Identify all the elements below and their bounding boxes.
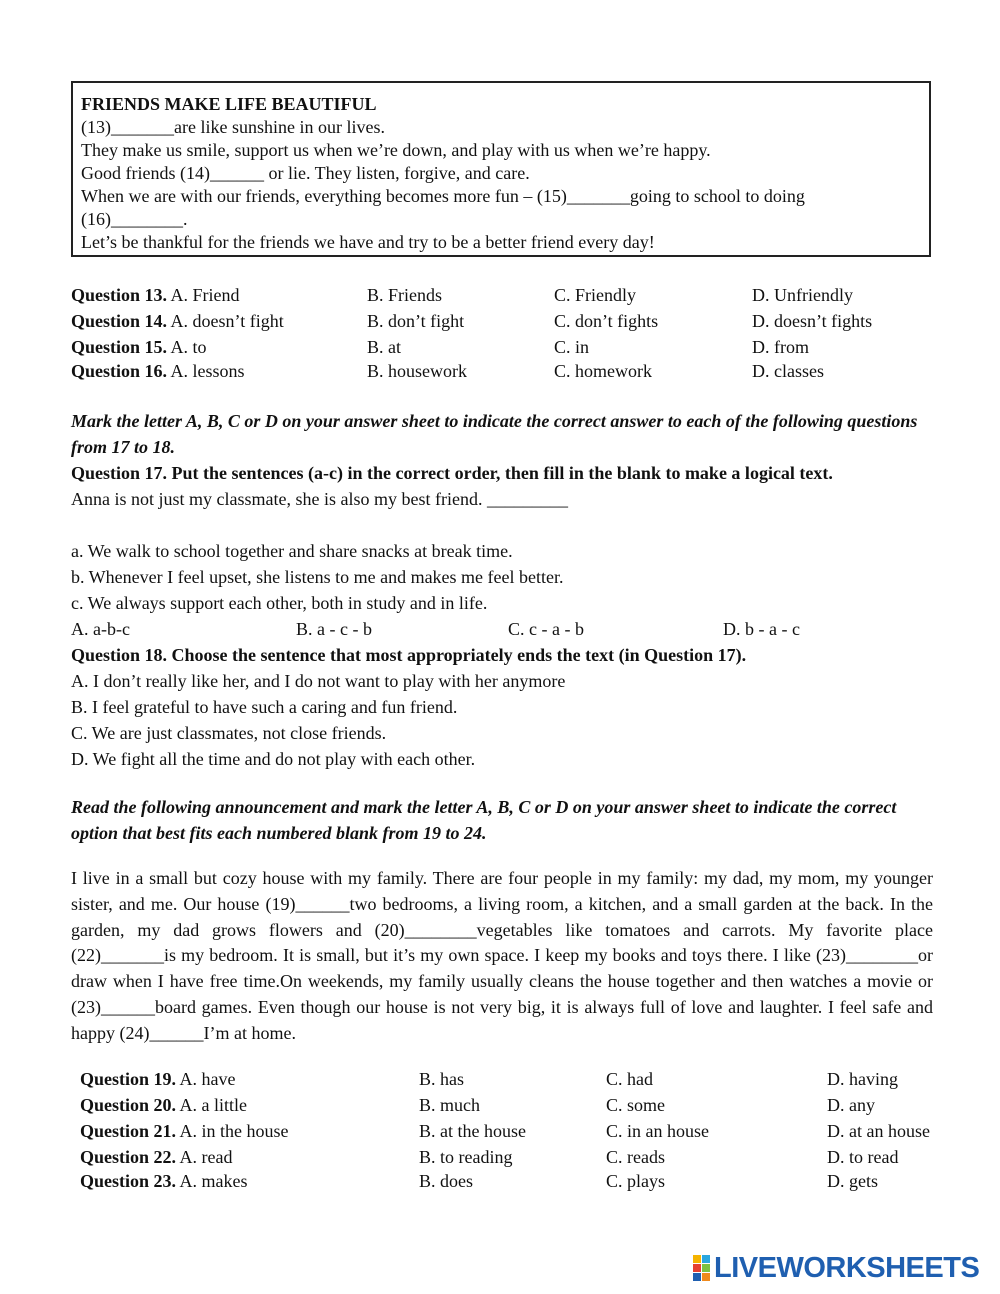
option-b[interactable]: B. housework	[367, 361, 467, 381]
option-d[interactable]: D. at an house	[827, 1121, 930, 1141]
passage-line: They make us smile, support us when we’re down, and play with us when we’re happy.	[81, 140, 711, 160]
passage-2: I live in a small but cozy house with my family. There are four people in my family: my dad, my mom, my younger sister, and me. Our house (19)______two bedrooms, a living room, a kitchen, and a small garden at the back. In the garden, my dad grows flowers and (20)________vegetables like tomatoes and carrots. My favorite place (22)_______is my bedroom. It is small, but it’s my own space. I keep my books and toys there. I like (23)________or draw when I have free time.On weekends, my family usually cleans the house together and then watches a movie or (23)______board games. Even though our house is not very big, it is always full of love and laughter. I feel safe and happy (24)______I’m at home.	[71, 868, 933, 1043]
question-label: Question 13.	[71, 285, 168, 305]
option-a[interactable]: A. lessons	[170, 361, 245, 381]
option-b[interactable]: B. at the house	[419, 1121, 526, 1141]
option-a[interactable]: A. a-b-c	[71, 619, 130, 639]
liveworksheets-logo[interactable]	[693, 1252, 979, 1284]
question-row	[80, 1145, 950, 1169]
passage-line: (16)________.	[81, 209, 188, 229]
option-a[interactable]: A. read	[179, 1147, 233, 1167]
option-b[interactable]: B. has	[419, 1069, 464, 1089]
option-d[interactable]: D. b - a - c	[723, 619, 800, 639]
question-label: Question 20.	[80, 1095, 177, 1115]
question-label: Question 21.	[80, 1121, 177, 1141]
option-d[interactable]: D. having	[827, 1069, 898, 1089]
option-a[interactable]: A. I don’t really like her, and I do not want to play with her anymore	[71, 671, 566, 691]
option-b[interactable]: B. to reading	[419, 1147, 513, 1167]
question-18-prompt: Question 18. Choose the sentence that most appropriately ends the text (in Question 17).	[71, 645, 747, 665]
passage-line: (13)_______are like sunshine in our lives.	[81, 117, 385, 137]
option-b[interactable]: B. much	[419, 1095, 480, 1115]
option-b[interactable]: B. don’t fight	[367, 311, 465, 331]
option-b[interactable]: B. at	[367, 337, 401, 357]
option-a[interactable]: A. Friend	[170, 285, 240, 305]
option-a[interactable]: A. makes	[179, 1171, 248, 1191]
option-a[interactable]: A. to	[170, 337, 207, 357]
option-d[interactable]: D. from	[752, 337, 809, 357]
option-d[interactable]: D. to read	[827, 1147, 899, 1167]
option-a[interactable]: A. doesn’t fight	[170, 311, 284, 331]
instruction-17-18: Mark the letter A, B, C or D on your answer sheet to indicate the correct answer to each of the following questions from 17 to 18.	[71, 411, 918, 457]
option-c[interactable]: C. don’t fights	[554, 311, 659, 331]
question-row	[80, 1067, 950, 1091]
option-c[interactable]: C. We are just classmates, not close friends.	[71, 723, 387, 743]
question-17-prompt: Question 17. Put the sentences (a-c) in the correct order, then fill in the blank to make a logical text.	[71, 463, 833, 483]
option-c[interactable]: C. reads	[606, 1147, 665, 1167]
sentence-b: b. Whenever I feel upset, she listens to me and makes me feel better.	[71, 567, 564, 587]
question-label: Question 14.	[71, 311, 168, 331]
passage-box	[71, 81, 931, 257]
passage-line: Let’s be thankful for the friends we have and try to be a better friend every day!	[81, 232, 655, 252]
sentence-c: c. We always support each other, both in study and in life.	[71, 593, 488, 613]
option-c[interactable]: C. homework	[554, 361, 652, 381]
option-b[interactable]: B. Friends	[367, 285, 443, 305]
option-c[interactable]: C. in	[554, 337, 590, 357]
question-row	[71, 283, 931, 307]
option-c[interactable]: C. had	[606, 1069, 653, 1089]
option-a[interactable]: A. have	[179, 1069, 236, 1089]
option-c[interactable]: C. Friendly	[554, 285, 637, 305]
option-c[interactable]: C. some	[606, 1095, 666, 1115]
passage-line: Good friends (14)______ or lie. They listen, forgive, and care.	[81, 163, 530, 183]
question-label: Question 15.	[71, 337, 168, 357]
question-row	[71, 309, 931, 333]
question-label: Question 16.	[71, 361, 168, 381]
option-a[interactable]: A. a little	[179, 1095, 248, 1115]
passage-line: When we are with our friends, everything becomes more fun – (15)_______going to school to doing	[81, 186, 805, 206]
question-row	[71, 359, 931, 383]
option-d[interactable]: D. classes	[752, 361, 824, 381]
question-row	[80, 1093, 950, 1117]
instruction-19-24: Read the following announcement and mark the letter A, B, C or D on your answer sheet to indicate the correct option that best fits each numbered blank from 19 to 24.	[71, 797, 897, 843]
option-c[interactable]: C. in an house	[606, 1121, 709, 1141]
liveworksheets-logo-icon	[693, 1255, 710, 1281]
sentence-a: a. We walk to school together and share snacks at break time.	[71, 541, 513, 561]
question-17-options	[71, 616, 931, 642]
question-17-stem: Anna is not just my classmate, she is also my best friend. _________	[71, 489, 568, 509]
logo-text: LIVEWORKSHEETS	[714, 1251, 980, 1284]
question-label: Question 22.	[80, 1147, 177, 1167]
question-label: Question 19.	[80, 1069, 177, 1089]
option-d[interactable]: D. gets	[827, 1171, 878, 1191]
question-row	[80, 1169, 950, 1193]
option-c[interactable]: C. c - a - b	[508, 619, 584, 639]
option-b[interactable]: B. I feel grateful to have such a caring and fun friend.	[71, 697, 458, 717]
option-d[interactable]: D. Unfriendly	[752, 285, 853, 305]
question-row	[80, 1119, 950, 1143]
option-b[interactable]: B. does	[419, 1171, 473, 1191]
option-b[interactable]: B. a - c - b	[296, 619, 372, 639]
question-label: Question 23.	[80, 1171, 177, 1191]
option-d[interactable]: D. doesn’t fights	[752, 311, 873, 331]
option-a[interactable]: A. in the house	[179, 1121, 289, 1141]
question-row	[71, 335, 931, 359]
option-d[interactable]: D. any	[827, 1095, 875, 1115]
option-d[interactable]: D. We fight all the time and do not play with each other.	[71, 749, 476, 769]
passage-title: FRIENDS MAKE LIFE BEAUTIFUL	[81, 94, 377, 114]
option-c[interactable]: C. plays	[606, 1171, 666, 1191]
